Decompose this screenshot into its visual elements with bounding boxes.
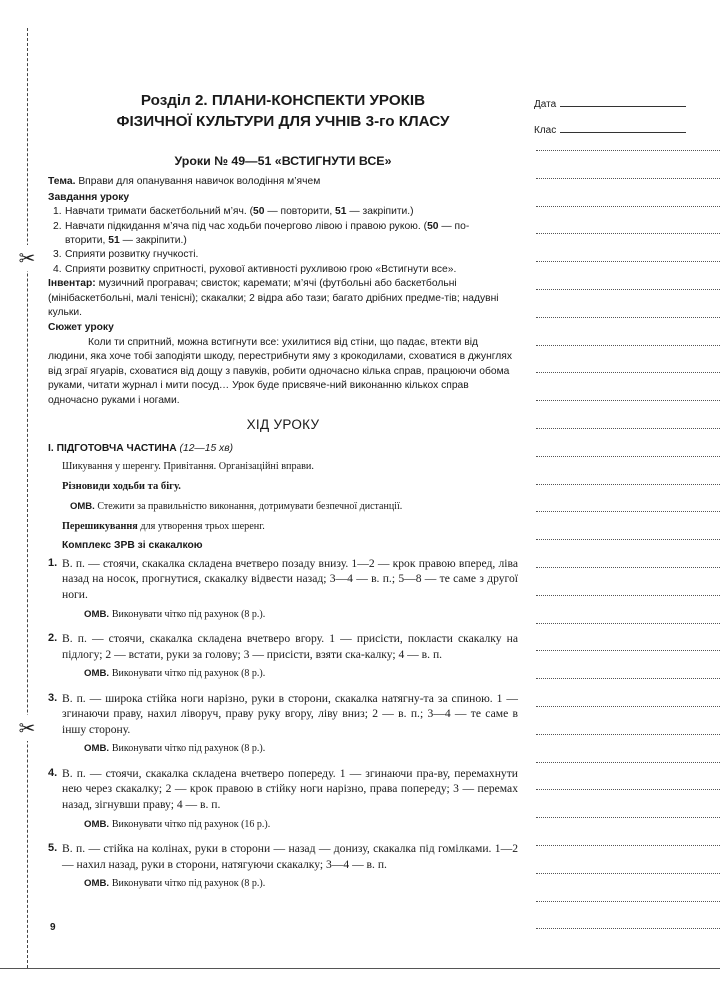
page-number: 9 — [50, 922, 56, 933]
note-line — [536, 317, 720, 318]
task-text: — закріпити.) — [119, 235, 187, 247]
task-number: 4. — [53, 263, 62, 275]
section-title-line: ФІЗИЧНОЇ КУЛЬТУРИ ДЛЯ УЧНІВ 3-го КЛАСУ — [116, 113, 450, 130]
exercise-note-text: Виконувати чітко під рахунок (8 р.). — [111, 608, 266, 620]
task-text: Навчати тримати баскетбольний м’яч. ( — [65, 206, 254, 218]
task-text: — закріпити.) — [346, 206, 414, 218]
omv-tag: ОМВ. — [70, 500, 95, 512]
exercise-note — [84, 667, 518, 681]
course-title: ХІД УРОКУ — [246, 416, 320, 432]
exercise-item — [48, 766, 518, 832]
exercise-text: В. п. — широка стійка ноги нарізно, руки в сторони, скакалка натягну-та за спиною. 1 — згинаючи праву, нахил ліворуч, праву руку вгору, ліву вниз; 2 — в. п.; 3—4 — те саме в іншу сторону. — [62, 691, 518, 736]
tasks-heading: Завдання уроку — [48, 191, 130, 203]
note-line — [536, 623, 720, 624]
note-line — [536, 484, 720, 485]
scissors-icon: ✂ — [14, 715, 40, 741]
date-label: Дата — [534, 99, 557, 110]
part-title-text: І. ПІДГОТОВЧА ЧАСТИНА — [48, 443, 177, 455]
walking-heading: Різновиди ходьби та бігу. — [62, 481, 181, 493]
note-line — [536, 178, 720, 179]
task-text: — повторити, — [264, 206, 336, 218]
note-line — [536, 762, 720, 763]
note-line — [536, 233, 720, 234]
exercise-number: 4. — [48, 766, 58, 779]
omv-tag: ОМВ. — [84, 743, 110, 755]
inventory — [38, 277, 518, 320]
walking-note — [70, 500, 518, 514]
lesson-title: Уроки № 49—51 «ВСТИГНУТИ ВСЕ» — [174, 154, 392, 168]
story-heading: Сюжет уроку — [48, 322, 114, 334]
task-number: 3. — [53, 249, 62, 261]
note-line — [536, 817, 720, 818]
note-line — [536, 789, 720, 790]
note-line — [536, 372, 720, 373]
task-item — [48, 248, 518, 262]
note-line — [536, 206, 720, 207]
note-line — [536, 539, 720, 540]
part-duration: (12—15 хв) — [179, 443, 233, 455]
note-line — [536, 845, 720, 846]
walking-note-text: Стежити за правильністю виконання, дотримувати безпечної дистанції. — [97, 500, 403, 512]
section-title-line: Розділ 2. ПЛАНИ-КОНСПЕКТИ УРОКІВ — [140, 92, 426, 109]
tasks-list — [48, 205, 518, 277]
task-text: Сприяти розвитку спритності, рухової активності рухливою грою «Встигнути все». — [65, 263, 457, 275]
date-line[interactable] — [560, 96, 686, 107]
note-line — [536, 428, 720, 429]
omv-tag: ОМВ. — [84, 608, 110, 620]
regroup-text: для утворення трьох шеренг. — [137, 520, 265, 532]
theme — [48, 175, 518, 189]
note-line — [536, 928, 720, 929]
note-line — [536, 567, 720, 568]
exercise-note — [84, 608, 518, 622]
exercise-item — [48, 631, 518, 682]
regroup-line — [62, 520, 518, 534]
class-label: Клас — [534, 125, 557, 136]
lesson-plan — [48, 90, 518, 901]
exercise-text: В. п. — стійка на колінах, руки в сторони — назад — донизу, скакалка під гомілками. 1—2 — нахил назад, руки в сторони, натягуючи скакалку; 3—4 — в. п. — [62, 841, 518, 871]
omv-tag: ОМВ. — [84, 668, 110, 680]
organizational-line: Шикування у шеренгу. Привітання. Організаційні вправи. — [62, 460, 314, 472]
bottom-rule — [0, 968, 720, 969]
omv-tag: ОМВ. — [84, 818, 110, 830]
exercise-note-text: Виконувати чітко під рахунок (8 р.). — [111, 878, 266, 890]
class-line[interactable] — [560, 122, 686, 133]
part-title — [48, 442, 518, 456]
task-number: 2. — [53, 220, 62, 232]
theme-label: Тема. — [48, 176, 76, 188]
exercise-note-text: Виконувати чітко під рахунок (8 р.). — [111, 743, 266, 755]
task-item — [48, 263, 518, 277]
task-text: — по- — [438, 220, 470, 232]
task-lesson-number: 51 — [335, 206, 347, 218]
task-item — [48, 205, 518, 219]
exercise-item — [48, 841, 518, 892]
exercise-number: 2. — [48, 631, 58, 644]
note-line — [536, 345, 720, 346]
inventory-text: музичний програвач; свисток; каремати; м’ячі (футбольні або баскетбольні (мінібаскетбольні, малі тенісні); скакалки; 2 відра або тази; багато дрібних предме-тів; надувні кульки. — [48, 278, 499, 319]
notes-sidebar — [534, 96, 720, 148]
note-line — [536, 706, 720, 707]
task-text: Сприяти розвитку гнучкості. — [65, 249, 199, 261]
task-lesson-number: 50 — [427, 220, 439, 232]
task-lesson-number: 51 — [108, 235, 120, 247]
exercise-note-text: Виконувати чітко під рахунок (16 р.). — [111, 818, 271, 830]
note-line — [536, 873, 720, 874]
section-title — [48, 90, 518, 132]
task-item — [48, 220, 518, 249]
exercise-text: В. п. — стоячи, скакалка складена вчетверо позаду внизу. 1—2 — крок правою вперед, ліва назад на носок, прогнутися, скакалку відвести назад; 3—4 — в. п.; 5—8 — те саме з другої ноги. — [62, 556, 518, 601]
cut-line — [27, 28, 28, 968]
task-text: Навчати підкидання м’яча під час ходьби почергово лівою і правою рукою. ( — [65, 220, 428, 232]
note-line — [536, 650, 720, 651]
exercise-note — [84, 818, 518, 832]
note-line — [536, 511, 720, 512]
regroup-bold: Перешикування — [62, 520, 138, 532]
note-line — [536, 456, 720, 457]
note-line — [536, 289, 720, 290]
note-line — [536, 261, 720, 262]
task-number: 1. — [53, 206, 62, 218]
note-line — [536, 678, 720, 679]
exercise-text: В. п. — стоячи, скакалка складена вчетверо вгору. 1 — присісти, покласти скакалку на підлогу; 2 — встати, руки за голову; 3 — присісти, взяти ска-калку; 4 — в. п. — [62, 631, 518, 661]
note-line — [536, 734, 720, 735]
task-lesson-number: 50 — [253, 206, 265, 218]
exercise-item — [48, 556, 518, 622]
date-field[interactable] — [534, 96, 720, 122]
exercise-text: В. п. — стоячи, скакалка складена вчетверо попереду. 1 — згинаючи пра-ву, перемахнути нею через скакалку; 2 — крок правою в стійку ноги нарізно, права попереду; 3 — перемах назад, зігнувши праву; 4 — в. п. — [62, 766, 518, 811]
note-line — [536, 595, 720, 596]
exercise-note — [84, 877, 518, 891]
note-line — [536, 901, 720, 902]
class-field[interactable] — [534, 122, 720, 148]
task-text: вторити, — [65, 235, 109, 247]
scissors-icon: ✂ — [14, 245, 40, 271]
exercise-item — [48, 691, 518, 757]
exercise-note-text: Виконувати чітко під рахунок (8 р.). — [111, 668, 266, 680]
note-line — [536, 400, 720, 401]
omv-tag: ОМВ. — [84, 878, 110, 890]
note-line — [536, 150, 720, 151]
exercise-number: 3. — [48, 691, 58, 704]
exercise-note — [84, 742, 518, 756]
exercise-number: 1. — [48, 556, 58, 569]
theme-text: Вправи для опанування навичок володіння м’ячем — [78, 176, 321, 188]
exercise-number: 5. — [48, 841, 58, 854]
story-text: Коли ти спритний, можна встигнути все: ухилитися від стіни, що падає, втекти від людини, яка хоче тобі заподіяти шкоду, перестрибнути яму з крокодилами, сховатися в джунглях від зграї ягуарів, сховатися від дощу з павуків, робити одночасно кілька справ, працюючи обома руками, читати журнал і мити посуд… Урок буде присвяче-ний виконанню кількох справ одночасно руками і ногами. — [48, 336, 513, 406]
complex-title: Комплекс ЗРВ зі скакалкою — [62, 540, 203, 552]
inventory-label: Інвентар: — [48, 278, 96, 290]
